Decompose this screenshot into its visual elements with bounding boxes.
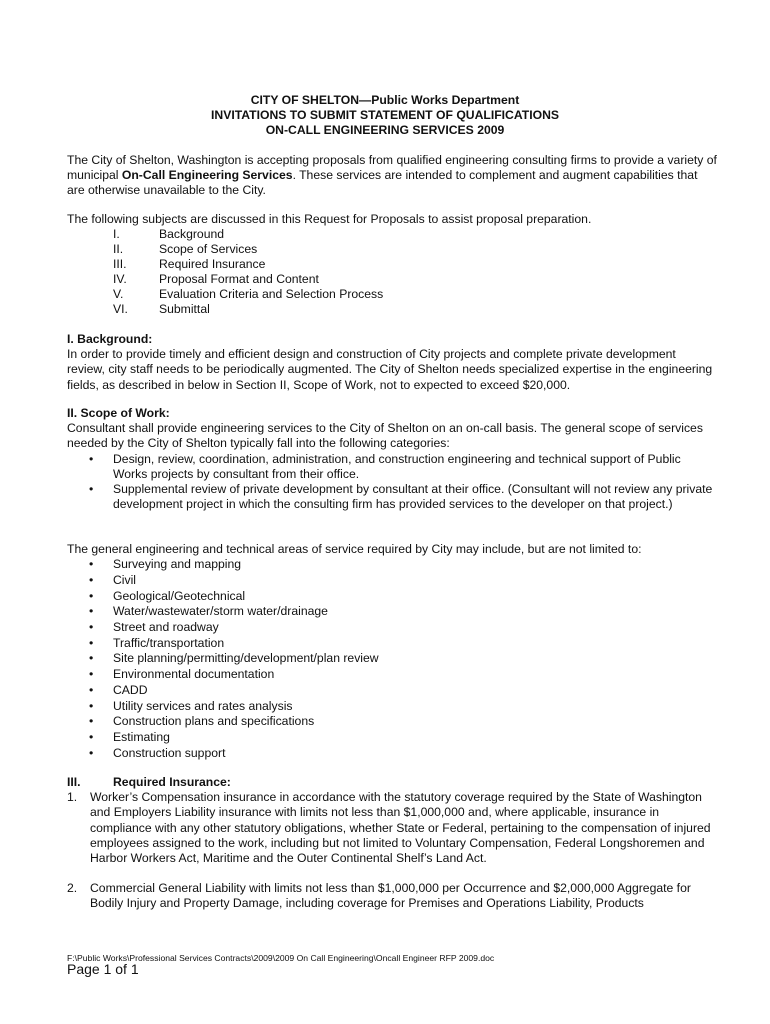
service-area-item: • Site planning/permitting/development/plan review: [67, 651, 717, 667]
intro-text-before: The City of Shelton, Washington is accepting proposals from qualified engineering consulting firms to provide a variety of municipal: [67, 153, 717, 183]
service-area-item: • Civil: [67, 573, 717, 589]
service-area-item: • CADD: [67, 683, 717, 699]
scope-bullet: • Supplemental review of private development by consultant at their office. (Consultant will not review any private development project in which the consulting firm has provided services to the developer on that project.): [67, 482, 717, 512]
scope-section: [67, 406, 717, 512]
intro-paragraph: [67, 153, 717, 199]
service-area-item: • Construction plans and specifications: [67, 714, 717, 730]
insurance-section: [67, 775, 717, 912]
service-area-item: • Utility services and rates analysis: [67, 699, 717, 715]
service-areas-section: [67, 542, 717, 761]
footer-file-path: F:\Public Works\Professional Services Contracts\2009\2009 On Call Engineering\Oncall Engineer RFP 2009.doc: [67, 953, 495, 963]
scope-bullet: • Design, review, coordination, administration, and construction engineering and technical support of Public Works projects by consultant from their office.: [67, 452, 717, 482]
insurance-item-text: Worker’s Compensation insurance in accordance with the statutory coverage required by the State of Washington and Employers Liability insurance with limits not less than $1,000,000 and, where applicable, insurance in compliance with any other statutory obligations, whether State or Federal, pertaining to the compensation of injured employees assigned to the work, including but not limited to Voluntary Compensation, Federal Longshoremen and Harbor Workers Act, Maritime and the Outer Continental Shelf’s Land Act.: [90, 790, 711, 866]
page-number: Page 1 of 1: [67, 961, 139, 977]
subject-num: II.: [113, 242, 124, 257]
header-line-2: INVITATIONS TO SUBMIT STATEMENT OF QUALIFICATIONS: [211, 108, 559, 122]
subject-label: Evaluation Criteria and Selection Process: [159, 287, 384, 302]
insurance-list: [67, 790, 717, 911]
background-title: I. Background:: [67, 332, 153, 346]
service-area-item: • Construction support: [67, 746, 717, 762]
intro-text-after: . These services are intended to complement and augment capabilities that are otherwise unavailable to the City.: [67, 168, 698, 198]
subject-label: Scope of Services: [159, 242, 258, 257]
subjects-section: [67, 212, 717, 317]
scope-text: Consultant shall provide engineering services to the City of Shelton on an on-call basis. The general scope of services needed by the City of Shelton typically fall into the following categories:: [67, 421, 703, 451]
service-area-item: • Environmental documentation: [67, 667, 717, 683]
service-area-item: • Geological/Geotechnical: [67, 589, 717, 605]
service-area-item: • Estimating: [67, 730, 717, 746]
subject-label: Required Insurance: [159, 257, 266, 272]
subject-label: Background: [159, 227, 225, 242]
subject-item: [67, 242, 717, 257]
subject-item: [67, 257, 717, 272]
subject-num: V.: [113, 287, 124, 302]
subject-item: [67, 272, 717, 287]
document-header: [0, 93, 770, 138]
header-line-1: CITY OF SHELTON—Public Works Department: [250, 93, 520, 107]
subject-label: Submittal: [159, 302, 210, 317]
service-area-item: • Water/wastewater/storm water/drainage: [67, 604, 717, 620]
subject-num: I.: [113, 227, 120, 242]
insurance-item: [67, 881, 717, 911]
header-line-3: ON-CALL ENGINEERING SERVICES 2009: [265, 123, 505, 137]
service-areas-lead: The general engineering and technical areas of service required by City may include, but are not limited to:: [67, 542, 642, 556]
intro-text-bold: On-Call Engineering Services: [121, 168, 293, 183]
service-areas-list: [67, 557, 717, 761]
insurance-item-text: Commercial General Liability with limits not less than $1,000,000 per Occurrence and $2,000,000 Aggregate for Bodily Injury and Property Damage, including coverage for Premises and Operations Liability, Products: [90, 881, 691, 911]
subject-num: IV.: [113, 272, 127, 287]
insurance-roman: III.: [67, 775, 81, 789]
insurance-heading: [67, 775, 717, 790]
subjects-lead: The following subjects are discussed in this Request for Proposals to assist proposal preparation.: [67, 212, 592, 226]
subject-num: VI.: [113, 302, 128, 317]
insurance-item-number: 2.: [67, 881, 78, 896]
background-section: [67, 332, 717, 393]
subjects-list: [67, 227, 717, 317]
scope-bullets: [67, 452, 717, 513]
insurance-title: Required Insurance:: [113, 775, 231, 789]
subject-item: [67, 287, 717, 302]
subject-item: [67, 302, 717, 317]
subject-item: [67, 227, 717, 242]
insurance-item-number: 1.: [67, 790, 78, 805]
subject-num: III.: [113, 257, 127, 272]
scope-title: II. Scope of Work:: [67, 406, 170, 420]
insurance-item: [67, 790, 717, 866]
subject-label: Proposal Format and Content: [159, 272, 319, 287]
service-area-item: • Street and roadway: [67, 620, 717, 636]
background-text: In order to provide timely and efficient design and construction of City projects and complete private development review, city staff needs to be periodically augmented. The City of Shelton needs specialized expertise in the engineering fields, as described in below in Section II, Scope of Work, not to expected to exceed $20,000.: [67, 347, 713, 392]
service-area-item: • Traffic/transportation: [67, 636, 717, 652]
service-area-item: • Surveying and mapping: [67, 557, 717, 573]
